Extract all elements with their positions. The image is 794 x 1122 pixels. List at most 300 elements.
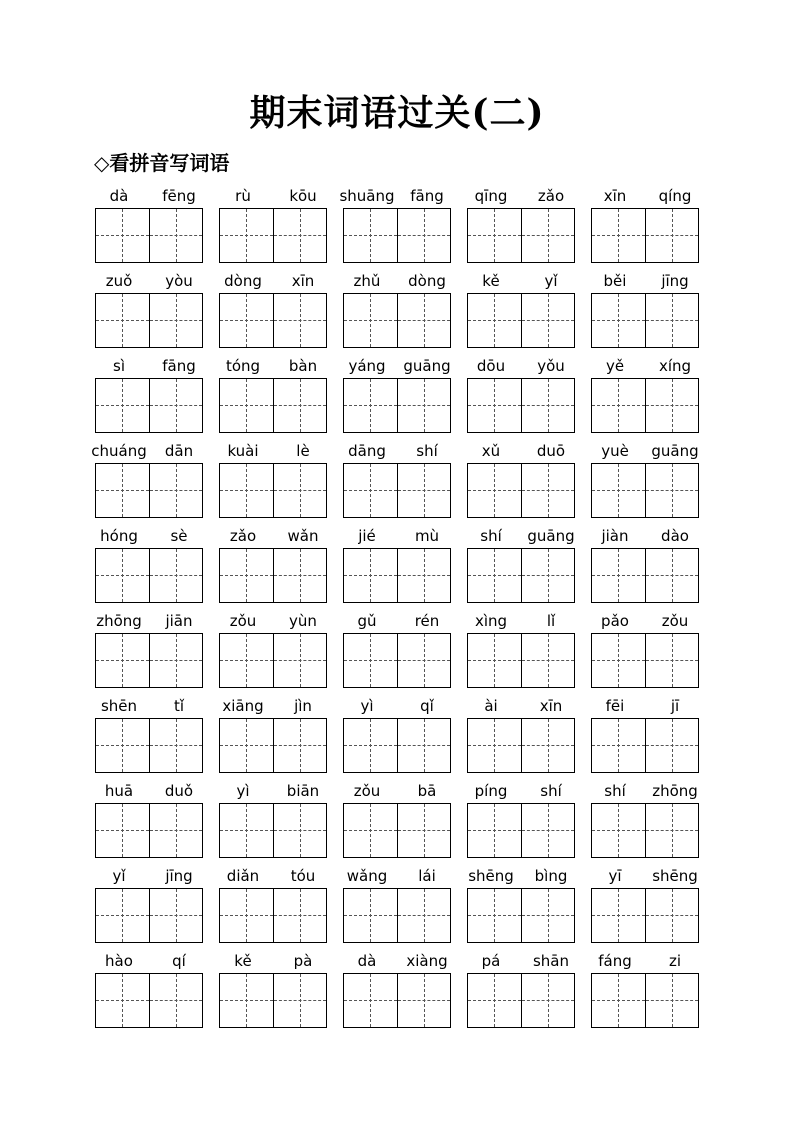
- tianzige-boxes: [219, 973, 327, 1028]
- writing-cell[interactable]: [344, 209, 397, 262]
- writing-cell[interactable]: [645, 889, 698, 942]
- word-item: [591, 951, 699, 1036]
- word-item: [343, 696, 451, 781]
- pinyin-syllable: kōu: [289, 187, 317, 205]
- pinyin-line: [461, 356, 581, 376]
- writing-cell[interactable]: [344, 804, 397, 857]
- word-item: [95, 526, 203, 611]
- word-item: [95, 781, 203, 866]
- writing-cell[interactable]: [273, 974, 326, 1027]
- writing-cell[interactable]: [149, 634, 202, 687]
- word-item: [591, 866, 699, 951]
- tianzige-boxes: [591, 803, 699, 858]
- pinyin-syllable: zǎo: [537, 187, 565, 205]
- pinyin-syllable: guāng: [403, 357, 451, 375]
- writing-cell[interactable]: [96, 549, 149, 602]
- pinyin-syllable: tóu: [290, 867, 316, 885]
- writing-cell[interactable]: [468, 719, 521, 772]
- pinyin-line: [213, 781, 333, 801]
- tianzige-boxes: [95, 888, 203, 943]
- writing-cell[interactable]: [220, 974, 273, 1027]
- pinyin-syllable: pá: [481, 952, 501, 970]
- tianzige-boxes: [467, 888, 575, 943]
- tianzige-boxes: [467, 208, 575, 263]
- tianzige-boxes: [219, 718, 327, 773]
- writing-cell[interactable]: [645, 634, 698, 687]
- writing-cell[interactable]: [96, 804, 149, 857]
- writing-cell[interactable]: [592, 889, 645, 942]
- writing-cell[interactable]: [149, 209, 202, 262]
- pinyin-line: [213, 186, 333, 206]
- writing-cell[interactable]: [96, 294, 149, 347]
- writing-cell[interactable]: [149, 294, 202, 347]
- tianzige-boxes: [343, 888, 451, 943]
- pinyin-line: [461, 781, 581, 801]
- pinyin-syllable: fēng: [162, 187, 196, 205]
- pinyin-syllable: sì: [113, 357, 125, 375]
- tianzige-boxes: [467, 378, 575, 433]
- pinyin-line: [337, 186, 457, 206]
- pinyin-syllable: guāng: [651, 442, 699, 460]
- pinyin-syllable: xíng: [658, 357, 692, 375]
- word-item: [467, 951, 575, 1036]
- tianzige-boxes: [219, 803, 327, 858]
- writing-cell[interactable]: [521, 464, 574, 517]
- writing-cell[interactable]: [521, 379, 574, 432]
- pinyin-syllable: kě: [482, 272, 500, 290]
- tianzige-boxes: [591, 973, 699, 1028]
- pinyin-syllable: shí: [604, 782, 626, 800]
- pinyin-syllable: fáng: [598, 952, 632, 970]
- word-row: [95, 271, 699, 356]
- word-row: [95, 951, 699, 1036]
- pinyin-line: [213, 866, 333, 886]
- pinyin-line: [337, 781, 457, 801]
- word-item: [95, 611, 203, 696]
- tianzige-boxes: [467, 548, 575, 603]
- pinyin-syllable: wǎng: [346, 867, 388, 885]
- tianzige-boxes: [343, 293, 451, 348]
- pinyin-syllable: shēng: [468, 867, 514, 885]
- tianzige-boxes: [219, 378, 327, 433]
- word-item: [95, 186, 203, 271]
- word-item: [591, 526, 699, 611]
- pinyin-syllable: sè: [170, 527, 188, 545]
- writing-cell[interactable]: [149, 464, 202, 517]
- word-item: [219, 526, 327, 611]
- tianzige-boxes: [219, 633, 327, 688]
- writing-cell[interactable]: [397, 549, 450, 602]
- word-item: [467, 271, 575, 356]
- pinyin-line: [89, 356, 209, 376]
- pinyin-syllable: jìn: [294, 697, 312, 715]
- pinyin-syllable: yáng: [348, 357, 386, 375]
- tianzige-boxes: [591, 378, 699, 433]
- tianzige-boxes: [95, 633, 203, 688]
- writing-cell[interactable]: [397, 379, 450, 432]
- pinyin-line: [89, 696, 209, 716]
- writing-cell[interactable]: [220, 209, 273, 262]
- writing-cell[interactable]: [149, 719, 202, 772]
- word-item: [467, 356, 575, 441]
- pinyin-syllable: pà: [293, 952, 313, 970]
- tianzige-boxes: [219, 888, 327, 943]
- pinyin-syllable: kuài: [227, 442, 259, 460]
- pinyin-syllable: tóng: [225, 357, 261, 375]
- pinyin-line: [89, 781, 209, 801]
- pinyin-syllable: yì: [236, 782, 250, 800]
- pinyin-syllable: yě: [605, 357, 625, 375]
- pinyin-line: [213, 526, 333, 546]
- word-item: [467, 441, 575, 526]
- writing-cell[interactable]: [592, 719, 645, 772]
- pinyin-syllable: zhōng: [96, 612, 142, 630]
- pinyin-line: [585, 356, 705, 376]
- pinyin-syllable: běi: [603, 272, 627, 290]
- pinyin-line: [213, 696, 333, 716]
- pinyin-line: [337, 611, 457, 631]
- word-item: [219, 696, 327, 781]
- tianzige-boxes: [591, 293, 699, 348]
- pinyin-syllable: jīng: [661, 272, 689, 290]
- tianzige-boxes: [343, 463, 451, 518]
- pinyin-syllable: qíng: [658, 187, 692, 205]
- tianzige-boxes: [591, 463, 699, 518]
- writing-cell[interactable]: [273, 804, 326, 857]
- tianzige-boxes: [591, 548, 699, 603]
- pinyin-syllable: dāng: [348, 442, 386, 460]
- writing-cell[interactable]: [645, 294, 698, 347]
- pinyin-line: [337, 441, 457, 461]
- pinyin-syllable: jiān: [165, 612, 193, 630]
- writing-cell[interactable]: [96, 209, 149, 262]
- writing-cell[interactable]: [521, 719, 574, 772]
- pinyin-syllable: tǐ: [173, 697, 185, 715]
- writing-cell[interactable]: [96, 889, 149, 942]
- pinyin-syllable: zǎo: [229, 527, 257, 545]
- tianzige-boxes: [343, 633, 451, 688]
- word-item: [219, 951, 327, 1036]
- tianzige-boxes: [343, 208, 451, 263]
- pinyin-syllable: hóng: [100, 527, 138, 545]
- writing-cell[interactable]: [273, 209, 326, 262]
- pinyin-syllable: xīn: [291, 272, 315, 290]
- word-grid: [91, 186, 699, 1036]
- pinyin-line: [585, 611, 705, 631]
- writing-cell[interactable]: [468, 974, 521, 1027]
- writing-cell[interactable]: [521, 804, 574, 857]
- word-item: [219, 611, 327, 696]
- writing-cell[interactable]: [468, 209, 521, 262]
- word-item: [219, 271, 327, 356]
- writing-cell[interactable]: [220, 634, 273, 687]
- word-item: [343, 271, 451, 356]
- writing-cell[interactable]: [592, 549, 645, 602]
- pinyin-line: [89, 441, 209, 461]
- writing-cell[interactable]: [592, 464, 645, 517]
- writing-cell[interactable]: [521, 294, 574, 347]
- writing-cell[interactable]: [397, 889, 450, 942]
- pinyin-line: [461, 696, 581, 716]
- tianzige-boxes: [95, 803, 203, 858]
- pinyin-syllable: ài: [484, 697, 498, 715]
- writing-cell[interactable]: [96, 634, 149, 687]
- pinyin-line: [89, 611, 209, 631]
- tianzige-boxes: [343, 718, 451, 773]
- pinyin-syllable: dōu: [476, 357, 506, 375]
- pinyin-syllable: wǎn: [287, 527, 319, 545]
- writing-cell[interactable]: [344, 634, 397, 687]
- pinyin-syllable: jī: [670, 697, 680, 715]
- pinyin-syllable: mù: [414, 527, 440, 545]
- pinyin-line: [337, 356, 457, 376]
- pinyin-line: [337, 526, 457, 546]
- writing-cell[interactable]: [344, 549, 397, 602]
- writing-cell[interactable]: [521, 549, 574, 602]
- pinyin-syllable: jīng: [165, 867, 193, 885]
- tianzige-boxes: [219, 208, 327, 263]
- pinyin-syllable: zhǔ: [353, 272, 381, 290]
- writing-cell[interactable]: [273, 464, 326, 517]
- writing-cell[interactable]: [645, 804, 698, 857]
- writing-cell[interactable]: [220, 549, 273, 602]
- tianzige-boxes: [343, 548, 451, 603]
- word-row: [91, 441, 699, 526]
- pinyin-line: [213, 271, 333, 291]
- writing-cell[interactable]: [96, 464, 149, 517]
- writing-cell[interactable]: [397, 634, 450, 687]
- pinyin-syllable: xiāng: [222, 697, 264, 715]
- writing-cell[interactable]: [220, 379, 273, 432]
- pinyin-syllable: bā: [417, 782, 437, 800]
- word-item: [219, 866, 327, 951]
- word-row: [95, 356, 699, 441]
- writing-cell[interactable]: [397, 294, 450, 347]
- tianzige-boxes: [467, 463, 575, 518]
- page-title: 期末词语过关(二): [249, 92, 545, 134]
- pinyin-line: [585, 271, 705, 291]
- writing-cell[interactable]: [149, 804, 202, 857]
- writing-cell[interactable]: [468, 889, 521, 942]
- tianzige-boxes: [219, 293, 327, 348]
- writing-cell[interactable]: [96, 719, 149, 772]
- pinyin-syllable: fēi: [605, 697, 625, 715]
- tianzige-boxes: [467, 803, 575, 858]
- pinyin-line: [585, 951, 705, 971]
- tianzige-boxes: [467, 973, 575, 1028]
- pinyin-syllable: guāng: [527, 527, 575, 545]
- pinyin-line: [213, 951, 333, 971]
- pinyin-syllable: zuǒ: [105, 272, 133, 290]
- writing-cell[interactable]: [468, 294, 521, 347]
- word-item: [343, 781, 451, 866]
- pinyin-line: [89, 951, 209, 971]
- pinyin-syllable: jiàn: [601, 527, 629, 545]
- tianzige-boxes: [95, 463, 203, 518]
- writing-cell[interactable]: [468, 379, 521, 432]
- writing-cell[interactable]: [592, 209, 645, 262]
- writing-cell[interactable]: [645, 379, 698, 432]
- tianzige-boxes: [95, 973, 203, 1028]
- writing-cell[interactable]: [468, 549, 521, 602]
- pinyin-syllable: qīng: [474, 187, 508, 205]
- pinyin-line: [213, 356, 333, 376]
- pinyin-syllable: xiàng: [406, 952, 448, 970]
- writing-cell[interactable]: [645, 719, 698, 772]
- pinyin-syllable: qí: [172, 952, 186, 970]
- writing-cell[interactable]: [273, 889, 326, 942]
- pinyin-syllable: rén: [414, 612, 440, 630]
- writing-cell[interactable]: [645, 549, 698, 602]
- pinyin-syllable: dān: [164, 442, 194, 460]
- writing-cell[interactable]: [273, 719, 326, 772]
- writing-cell[interactable]: [592, 634, 645, 687]
- writing-cell[interactable]: [397, 974, 450, 1027]
- writing-cell[interactable]: [397, 804, 450, 857]
- word-item: [591, 781, 699, 866]
- pinyin-syllable: duǒ: [164, 782, 194, 800]
- pinyin-syllable: yǐ: [112, 867, 126, 885]
- word-row: [95, 866, 699, 951]
- tianzige-boxes: [343, 803, 451, 858]
- writing-cell[interactable]: [397, 209, 450, 262]
- writing-cell[interactable]: [645, 974, 698, 1027]
- word-row: [95, 781, 699, 866]
- pinyin-syllable: shí: [416, 442, 438, 460]
- writing-cell[interactable]: [220, 719, 273, 772]
- word-item: [95, 951, 203, 1036]
- tianzige-boxes: [95, 548, 203, 603]
- pinyin-syllable: xìng: [474, 612, 508, 630]
- pinyin-line: [461, 441, 581, 461]
- writing-cell[interactable]: [521, 209, 574, 262]
- word-item: [343, 611, 451, 696]
- word-item: [95, 356, 203, 441]
- pinyin-syllable: gǔ: [357, 612, 377, 630]
- writing-cell[interactable]: [344, 379, 397, 432]
- word-row: [95, 186, 699, 271]
- pinyin-syllable: duō: [536, 442, 566, 460]
- pinyin-syllable: zǒu: [353, 782, 381, 800]
- tianzige-boxes: [467, 293, 575, 348]
- writing-cell[interactable]: [344, 889, 397, 942]
- tianzige-boxes: [591, 633, 699, 688]
- pinyin-syllable: yī: [608, 867, 622, 885]
- writing-cell[interactable]: [521, 974, 574, 1027]
- writing-cell[interactable]: [468, 804, 521, 857]
- word-item: [343, 356, 451, 441]
- tianzige-boxes: [591, 888, 699, 943]
- writing-cell[interactable]: [273, 549, 326, 602]
- word-row: [95, 526, 699, 611]
- pinyin-syllable: huā: [104, 782, 134, 800]
- writing-cell[interactable]: [149, 974, 202, 1027]
- pinyin-syllable: dà: [357, 952, 377, 970]
- writing-cell[interactable]: [468, 464, 521, 517]
- word-row: [95, 611, 699, 696]
- pinyin-syllable: shí: [480, 527, 502, 545]
- pinyin-syllable: biān: [286, 782, 320, 800]
- writing-cell[interactable]: [397, 464, 450, 517]
- word-item: [219, 441, 327, 526]
- pinyin-line: [585, 781, 705, 801]
- writing-cell[interactable]: [96, 379, 149, 432]
- pinyin-line: [461, 866, 581, 886]
- writing-cell[interactable]: [344, 974, 397, 1027]
- writing-cell[interactable]: [592, 294, 645, 347]
- word-item: [91, 441, 203, 526]
- tianzige-boxes: [95, 378, 203, 433]
- word-item: [467, 526, 575, 611]
- pinyin-line: [461, 611, 581, 631]
- writing-cell[interactable]: [96, 974, 149, 1027]
- writing-cell[interactable]: [273, 379, 326, 432]
- writing-cell[interactable]: [344, 719, 397, 772]
- writing-cell[interactable]: [149, 379, 202, 432]
- word-item: [339, 186, 451, 271]
- pinyin-line: [89, 271, 209, 291]
- pinyin-syllable: xīn: [603, 187, 627, 205]
- writing-cell[interactable]: [344, 294, 397, 347]
- pinyin-syllable: yǒu: [537, 357, 565, 375]
- writing-cell[interactable]: [592, 379, 645, 432]
- writing-cell[interactable]: [273, 294, 326, 347]
- pinyin-syllable: diǎn: [226, 867, 260, 885]
- tianzige-boxes: [95, 718, 203, 773]
- pinyin-syllable: dòng: [224, 272, 262, 290]
- writing-cell[interactable]: [645, 464, 698, 517]
- pinyin-line: [337, 696, 457, 716]
- pinyin-syllable: fāng: [410, 187, 444, 205]
- pinyin-line: [585, 186, 705, 206]
- writing-cell[interactable]: [220, 889, 273, 942]
- writing-cell[interactable]: [468, 634, 521, 687]
- pinyin-line: [585, 696, 705, 716]
- pinyin-syllable: pǎo: [601, 612, 629, 630]
- word-item: [467, 696, 575, 781]
- writing-cell[interactable]: [397, 719, 450, 772]
- writing-cell[interactable]: [220, 464, 273, 517]
- pinyin-syllable: xīn: [539, 697, 563, 715]
- writing-cell[interactable]: [645, 209, 698, 262]
- word-item: [95, 866, 203, 951]
- writing-cell[interactable]: [220, 294, 273, 347]
- pinyin-line: [213, 441, 333, 461]
- word-item: [467, 186, 575, 271]
- pinyin-line: [213, 611, 333, 631]
- writing-cell[interactable]: [273, 634, 326, 687]
- writing-cell[interactable]: [149, 889, 202, 942]
- pinyin-line: [337, 271, 457, 291]
- pinyin-syllable: zǒu: [229, 612, 257, 630]
- writing-cell[interactable]: [592, 804, 645, 857]
- writing-cell[interactable]: [521, 634, 574, 687]
- word-item: [591, 611, 699, 696]
- pinyin-syllable: yùn: [289, 612, 317, 630]
- writing-cell[interactable]: [592, 974, 645, 1027]
- pinyin-line: [461, 186, 581, 206]
- pinyin-syllable: zi: [668, 952, 682, 970]
- pinyin-syllable: dào: [661, 527, 689, 545]
- writing-cell[interactable]: [521, 889, 574, 942]
- pinyin-syllable: jié: [358, 527, 376, 545]
- word-item: [219, 356, 327, 441]
- writing-cell[interactable]: [344, 464, 397, 517]
- pinyin-syllable: yòu: [165, 272, 193, 290]
- writing-cell[interactable]: [220, 804, 273, 857]
- writing-cell[interactable]: [149, 549, 202, 602]
- pinyin-line: [585, 866, 705, 886]
